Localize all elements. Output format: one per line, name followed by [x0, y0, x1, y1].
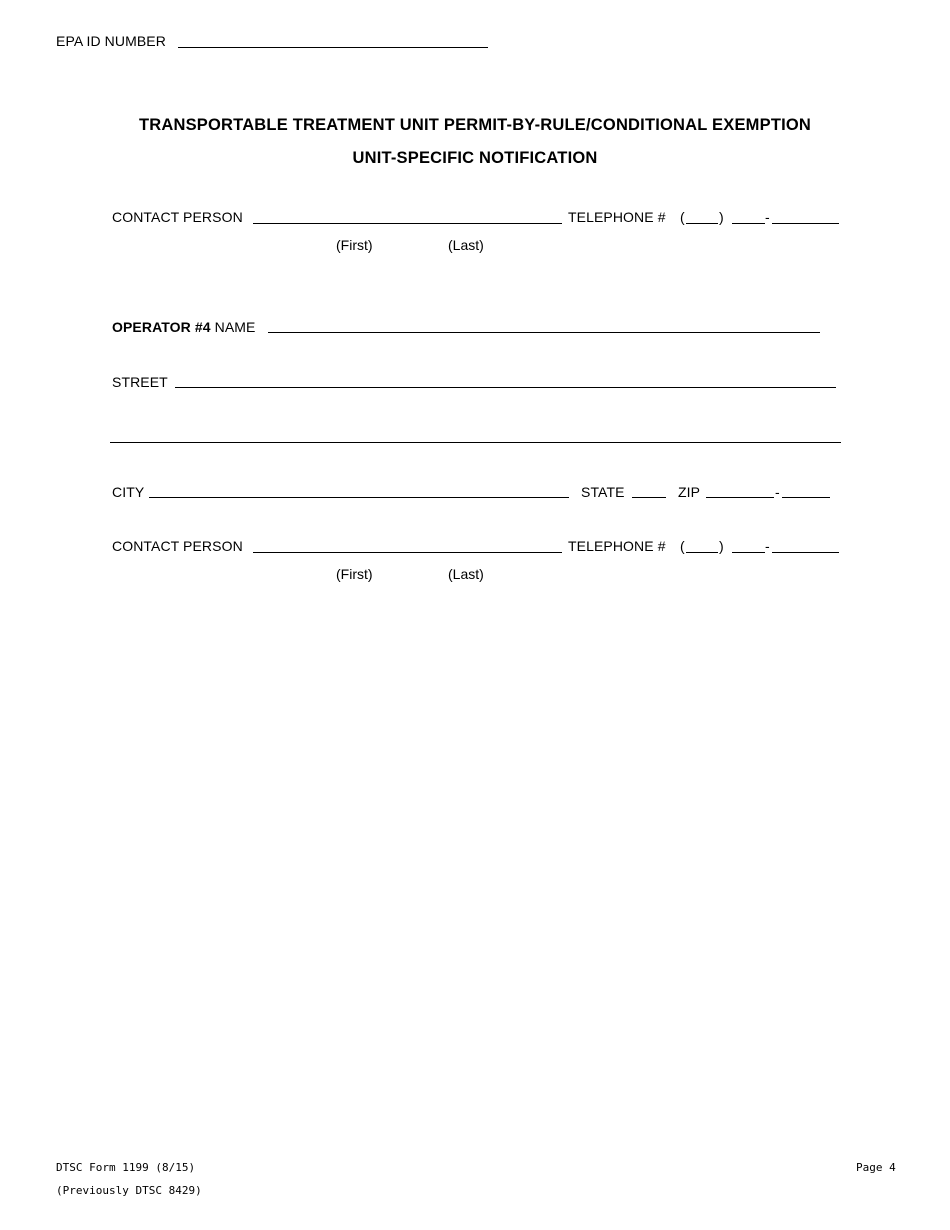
operator-name-text: NAME — [214, 319, 256, 335]
zip-label: ZIP — [678, 484, 701, 500]
phone-2-line-field[interactable] — [772, 552, 839, 553]
area-code-field[interactable] — [686, 223, 718, 224]
operator-name-field[interactable] — [268, 332, 820, 333]
phone-2-prefix-field[interactable] — [732, 552, 765, 553]
telephone-2-label: TELEPHONE # — [568, 538, 666, 554]
form-subtitle: UNIT-SPECIFIC NOTIFICATION — [352, 149, 598, 167]
state-field[interactable] — [632, 497, 666, 498]
street-field[interactable] — [175, 387, 836, 388]
zip-ext-field[interactable] — [782, 497, 830, 498]
phone-dash: - — [765, 209, 770, 225]
area-code-open-paren: ( — [680, 209, 685, 225]
page-number: Page 4 — [856, 1161, 896, 1174]
phone-2-dash: - — [765, 538, 770, 554]
first-name-2-caption: (First) — [336, 566, 373, 582]
area-code-2-close-paren: ) — [719, 538, 724, 554]
city-label: CITY — [112, 484, 145, 500]
zip-dash: - — [775, 484, 780, 500]
contact-person-2-field[interactable] — [253, 552, 562, 553]
street-label: STREET — [112, 374, 168, 390]
first-name-caption: (First) — [336, 237, 373, 253]
operator-number-label: OPERATOR #4 — [112, 319, 211, 335]
phone-line-field[interactable] — [772, 223, 839, 224]
operator-name-label — [112, 319, 255, 335]
phone-prefix-field[interactable] — [732, 223, 765, 224]
area-code-2-field[interactable] — [686, 552, 718, 553]
contact-person-2-label: CONTACT PERSON — [112, 538, 243, 554]
street-line-2-field[interactable] — [110, 442, 841, 443]
city-field[interactable] — [149, 497, 569, 498]
state-label: STATE — [581, 484, 625, 500]
zip-field[interactable] — [706, 497, 774, 498]
last-name-caption: (Last) — [448, 237, 484, 253]
telephone-label: TELEPHONE # — [568, 209, 666, 225]
previous-form-number: (Previously DTSC 8429) — [56, 1184, 202, 1197]
contact-person-label: CONTACT PERSON — [112, 209, 243, 225]
epa-id-field[interactable] — [178, 47, 488, 48]
form-number: DTSC Form 1199 (8/15) — [56, 1161, 196, 1174]
area-code-2-open-paren: ( — [680, 538, 685, 554]
last-name-2-caption: (Last) — [448, 566, 484, 582]
area-code-close-paren: ) — [719, 209, 724, 225]
epa-id-label: EPA ID NUMBER — [56, 33, 166, 49]
contact-person-field[interactable] — [253, 223, 562, 224]
form-title: TRANSPORTABLE TREATMENT UNIT PERMIT-BY-RULE/CONDITIONAL EXEMPTION — [138, 116, 812, 134]
